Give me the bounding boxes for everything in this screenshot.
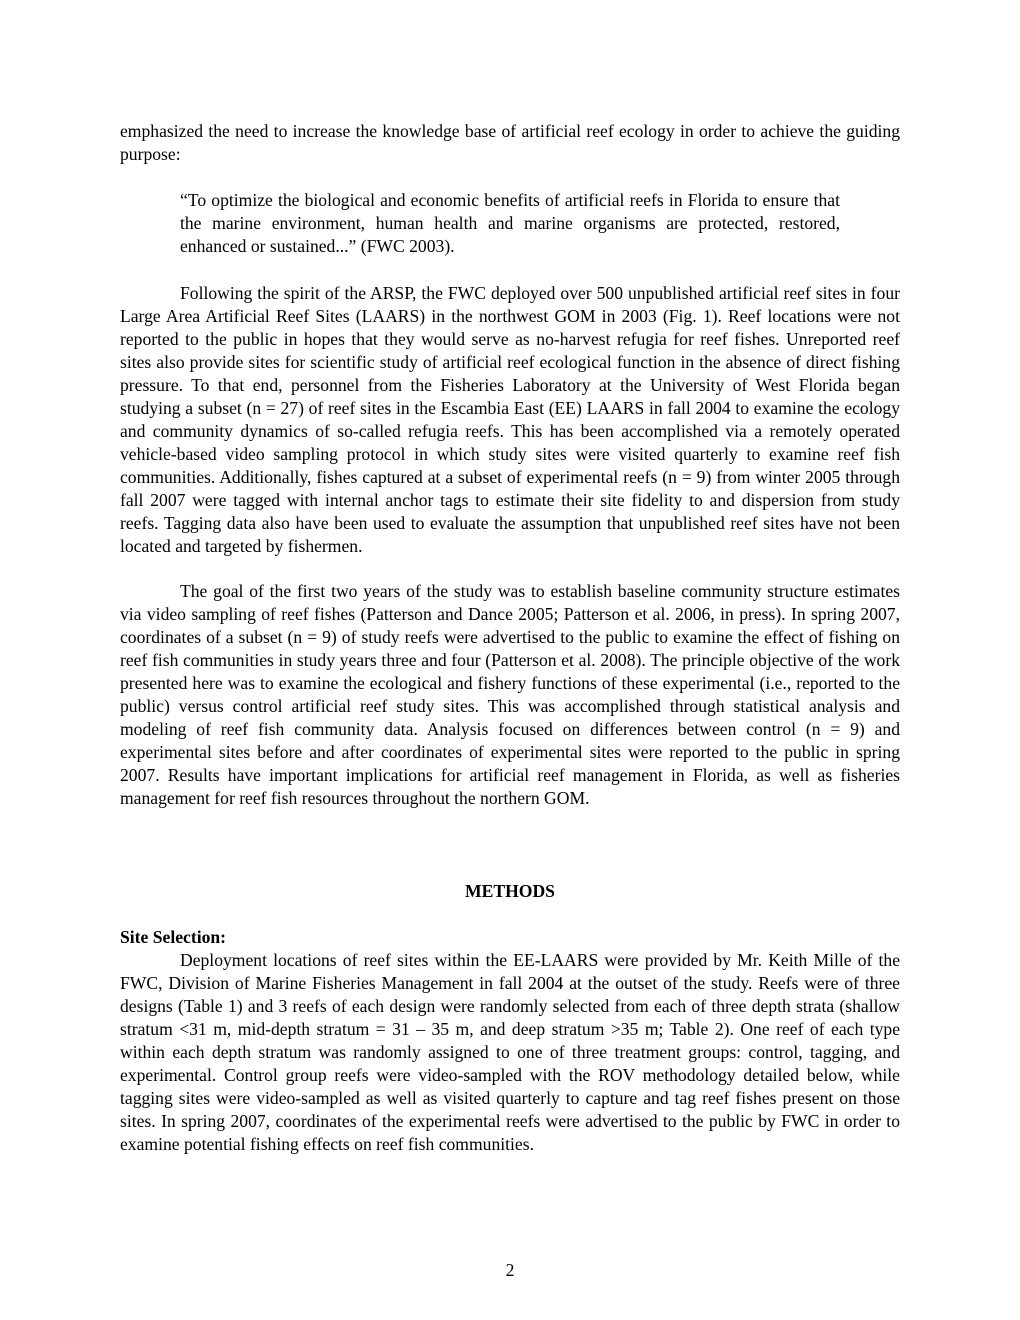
body-paragraph: The goal of the first two years of the study was to establish baseline community structure estimates via video sampling of reef fishes (Patterson and Dance 2005; Patterson et al. 2006, in press). In spring 2007, coordinates of a subset (n = 9) of study reefs were advertised to the public to examine the effect of fishing on reef fish communities in study years three and four (Patterson et al. 2008). The principle objective of the work presented here was to examine the ecological and fishery functions of these experimental (i.e., reported to the public) versus control artificial reef study sites. This was accomplished through statistical analysis and modeling of reef fish community data. Analysis focused on differences between control (n = 9) and experimental sites before and after coordinates of experimental sites were reported to the public in spring 2007. Results have important implications for artificial reef management in Florida, as well as fisheries management for reef fish resources throughout the northern GOM. [120,581,900,808]
section-heading-methods: METHODS [465,881,555,901]
subsection-heading-site-selection: Site Selection: [120,927,227,947]
body-paragraph: Following the spirit of the ARSP, the FWC deployed over 500 unpublished artificial reef sites in four Large Area Artificial Reef Sites (LAARS) in the northwest GOM in 2003 (Fig. 1). Reef locations were not reported to the public in hopes that they would serve as no-harvest refugia for reef fishes. Unreported reef sites also provide sites for scientific study of artificial reef ecological function in the absence of direct fishing pressure. To that end, personnel from the Fisheries Laboratory at the University of West Florida began studying a subset (n = 27) of reef sites in the Escambia East (EE) LAARS in fall 2004 to examine the ecology and community dynamics of so-called refugia reefs. This has been accomplished via a remotely operated vehicle-based video sampling protocol in which study sites were visited quarterly to examine reef fish communities. Additionally, fishes captured at a subset of experimental reefs (n = 9) from winter 2005 through fall 2007 were tagged with internal anchor tags to estimate their site fidelity to and dispersion from study reefs. Tagging data also have been used to evaluate the assumption that unpublished reef sites have not been located and targeted by fishermen. [120,283,900,556]
intro-paragraph: emphasized the need to increase the knowledge base of artificial reef ecology in order to achieve the guiding purpose: [120,121,900,164]
block-quote: “To optimize the biological and economic benefits of artificial reefs in Florida to ensure that the marine environment, human health and marine organisms are protected, restored, enhanced or sustained...” (FWC 2003). [180,190,840,256]
page-number: 2 [505,1260,515,1280]
body-paragraph: Deployment locations of reef sites within the EE-LAARS were provided by Mr. Keith Mille of the FWC, Division of Marine Fisheries Management in fall 2004 at the outset of the study. Reefs were of three designs (Table 1) and 3 reefs of each design were randomly selected from each of three depth strata (shallow stratum <31 m, mid-depth stratum = 31 – 35 m, and deep stratum >35 m; Table 2). One reef of each type within each depth stratum was randomly assigned to one of three treatment groups: control, tagging, and experimental. Control group reefs were video-sampled with the ROV methodology detailed below, while tagging sites were video-sampled as well as visited quarterly to capture and tag reef fishes present on those sites. In spring 2007, coordinates of the experimental reefs were advertised to the public by FWC in order to examine potential fishing effects on reef fish communities. [120,950,900,1154]
